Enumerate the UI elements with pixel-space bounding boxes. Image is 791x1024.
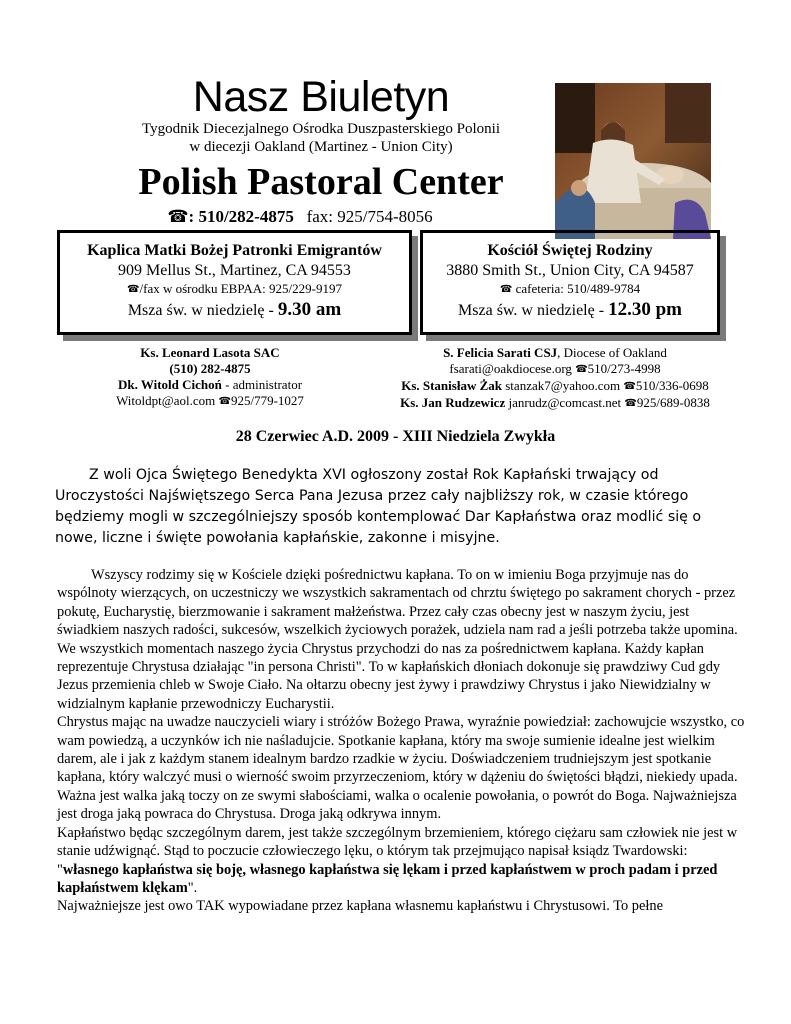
center-fax: fax: 925/754-8056	[306, 207, 433, 226]
chapel-phone-line	[60, 280, 409, 298]
clergy-right	[380, 345, 730, 412]
telephone-icon: ☎	[575, 364, 588, 375]
jesus-healing-illustration	[555, 83, 711, 239]
church-mass-line	[423, 298, 717, 323]
deacon-contact: Witoldpt@aol.com ☎925/779-1027	[116, 393, 304, 408]
chapel-mass-line	[60, 298, 409, 323]
sister-contact: fsarati@oakdiocese.org ☎510/273-4998	[449, 361, 661, 376]
article-paragraph-1: Wszyscy rodzimy się w Kościele dzięki pośrednictwu kapłana. To on w imieniu Boga przyjmuje nas do wspólnoty wierzących, on uczestniczy we wszystkich sakramentach od chrztu świętego po sakrament chorych - przez pokutę, Eucharystię, bierzmowanie i sakrament małżeństwa. Przez cały czas obecny jest w naszym życiu, jest świadkiem naszych radości, sukcesów, wszelkich życiowych porażek, udziela nam rad a jeśli potrzeba także upomina. We wszystkich momentach naszego życia Chrystus przychodzi do nas za pośrednictwem kapłana. Każdy kapłan reprezentuje Chrystusa działając "in persona Christi". To w kapłańskich dłoniach dokonuje się prawdziwy Cud gdy Jezus przemienia chleb w Swoje Ciało. Na ołtarzu obecny jest żywy i prawdziwy Chrystus i jako Niewidzialny w widzialnym kapłanie przewodniczy Eucharystii.	[57, 567, 738, 712]
sister-line: S. Felicia Sarati CSJ, Diocese of Oakland	[443, 345, 667, 360]
intro-paragraph	[55, 465, 745, 549]
telephone-icon: ☎	[499, 284, 513, 295]
priest-zak-line: Ks. Stanisław Żak stanzak7@yahoo.com ☎510/336-0698	[401, 378, 709, 393]
center-name: Polish Pastoral Center	[138, 161, 504, 203]
article-body	[57, 566, 747, 916]
church-mass-label: Msza św. w niedzielę -	[458, 302, 609, 319]
twardowski-quote: własnego kapłaństwa się boję, własnego kapłaństwa się lękam i przed kapłaństwem w proch padam i przed kapłaństwem klękam	[57, 861, 718, 896]
deacon-line: Dk. Witold Cichoń - administrator	[117, 377, 303, 392]
telephone-icon: ☎	[623, 381, 636, 392]
phone-fax-line	[0, 207, 600, 227]
clergy-left	[80, 345, 340, 410]
telephone-icon: ☎	[167, 207, 189, 226]
article-paragraph-2: Chrystus mając na uwadze nauczycieli wiary i stróżów Bożego Prawa, wyraźnie powiedział: zachowujcie wszystko, co wam powiedzą, a uczynków ich nie naśladujcie. Spotkanie kapłana, który ma swoje sumienie idealne jest wielkim darem, ale i jak z każdym stanem idealnym bardzo rzadkie w życiu. Doświadczeniem trudniejszym jest spotkanie kapłana, który walczyć musi o wierność swoim przyrzeczeniom, który w dążeniu do świętości błądzi, niekiedy upada. Ważna jest walka jaką toczy on ze swymi słabościami, walka o ocalenie powołania, o powrót do Boga. Najważniejsza jest droga jaką powraca do Chrystusa. Droga jaką odkrywa innym.	[57, 714, 745, 823]
church-phone: cafeteria: 510/489-9784	[512, 281, 641, 296]
chapel-mass-time: 9.30 am	[277, 299, 342, 320]
union-city-church-box	[420, 230, 720, 335]
priest-phone: (510) 282-4875	[169, 361, 251, 376]
bulletin-subtitle-line1: Tygodnik Diecezjalnego Ośrodka Duszpasterskiego Polonii	[141, 121, 501, 137]
church-phone-line	[423, 280, 717, 298]
priest-name: Ks. Leonard Lasota SAC	[140, 345, 280, 360]
chapel-address: 909 Mellus St., Martinez, CA 94553	[118, 262, 351, 279]
telephone-icon: ☎	[624, 398, 637, 409]
intro-text: Z woli Ojca Świętego Benedykta XVI ogłoszony został Rok Kapłański trwający od Uroczystości Najświętszego Serca Pana Jezusa przez cały najbliższy rok, w czasie którego będziemy mogli w szczególniejszy sposób kontemplować Dar Kapłaństwa oraz modlić się o nowe, liczne i święte powołania kapłańskie, zakonne i misyjne.	[55, 467, 702, 546]
church-address: 3880 Smith St., Union City, CA 94587	[446, 262, 694, 279]
telephone-icon: ☎	[218, 396, 231, 407]
chapel-phone: /fax w ośrodku EBPAA: 925/229-9197	[139, 281, 342, 296]
priest-rudzewicz-line: Ks. Jan Rudzewicz janrudz@comcast.net ☎925/689-0838	[400, 395, 710, 410]
church-mass-time: 12.30 pm	[608, 299, 682, 320]
issue-date: 28 Czerwiec A.D. 2009 - XIII Niedziela Zwykła	[235, 428, 556, 445]
article-paragraph-4: Najważniejsze jest owo TAK wypowiadane przez kapłana własnemu kapłaństwu i Chrystusowi. To pełne	[57, 898, 663, 915]
martinez-chapel-box	[57, 230, 412, 335]
bulletin-title: Nasz Biuletyn	[192, 73, 450, 121]
telephone-icon: ☎	[127, 284, 140, 295]
chapel-name: Kaplica Matki Bożej Patronki Emigrantów	[87, 242, 382, 259]
church-name: Kościół Świętej Rodziny	[487, 242, 653, 259]
bulletin-subtitle-line2: w diecezji Oakland (Martinez - Union City)	[189, 139, 453, 155]
chapel-mass-label: Msza św. w niedzielę -	[127, 302, 278, 319]
center-phone: : 510/282-4875	[188, 207, 294, 226]
article-paragraph-3: Kapłaństwo będąc szczególnym darem, jest także szczególnym brzemieniem, którego ciężaru sam człowiek nie jest w stanie udźwignąć. Stąd to poczucie człowieczego lęku, o którym tak przejmująco napisał ksiądz Twardowski: "własnego kapłaństwa się boję, własnego kapłaństwa się lękam i przed kapłaństwem w proch padam i przed kapłaństwem klękam".	[57, 824, 738, 896]
